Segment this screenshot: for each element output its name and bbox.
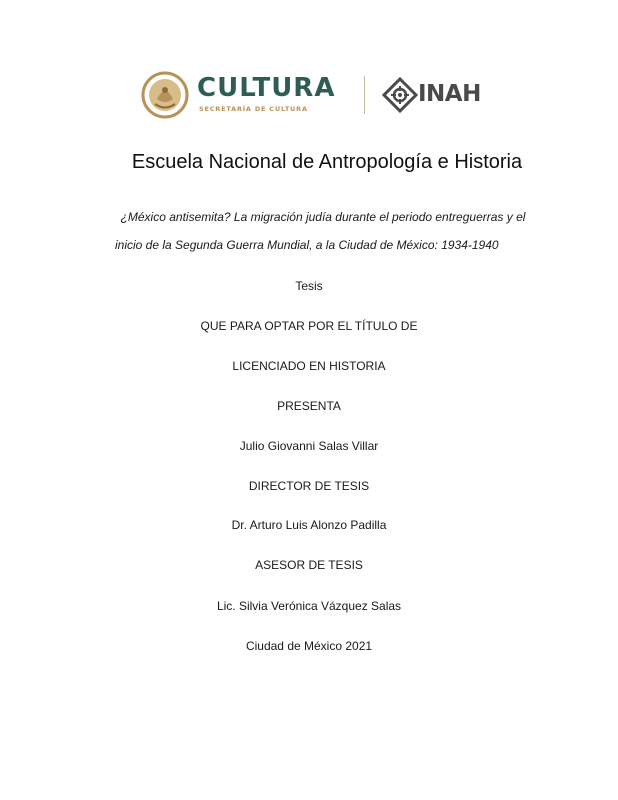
thesis-title-line-1: ¿México antisemita? La migración judía durante el periodo entreguerras y el	[120, 210, 526, 224]
author-name: Julio Giovanni Salas Villar	[239, 439, 379, 453]
director-heading: DIRECTOR DE TESIS	[248, 479, 370, 493]
director-name: Dr. Arturo Luis Alonzo Padilla	[231, 518, 387, 532]
inah-logo-text: INAH	[418, 81, 481, 107]
inah-glyph-icon	[382, 77, 418, 113]
place-and-year: Ciudad de México 2021	[245, 639, 373, 653]
logo-divider	[364, 76, 365, 114]
cultura-logo-text: CULTURA	[197, 73, 336, 103]
thesis-title-line-2: inicio de la Segunda Guerra Mundial, a la Ciudad de México: 1934-1940	[115, 238, 499, 252]
school-name: Escuela Nacional de Antropología e Historia	[131, 151, 523, 173]
advisor-heading: ASESOR DE TESIS	[255, 558, 363, 572]
degree-title: LICENCIADO EN HISTORIA	[232, 359, 386, 373]
cultura-logo-subtitle: SECRETARÍA DE CULTURA	[199, 105, 308, 113]
advisor-name: Lic. Silvia Verónica Vázquez Salas	[216, 599, 402, 613]
purpose-statement: QUE PARA OPTAR POR EL TÍTULO DE	[200, 319, 418, 333]
mexico-seal-icon	[141, 71, 189, 119]
header-logos	[0, 68, 618, 124]
presents-label: PRESENTA	[277, 399, 341, 413]
document-type: Tesis	[295, 279, 323, 293]
